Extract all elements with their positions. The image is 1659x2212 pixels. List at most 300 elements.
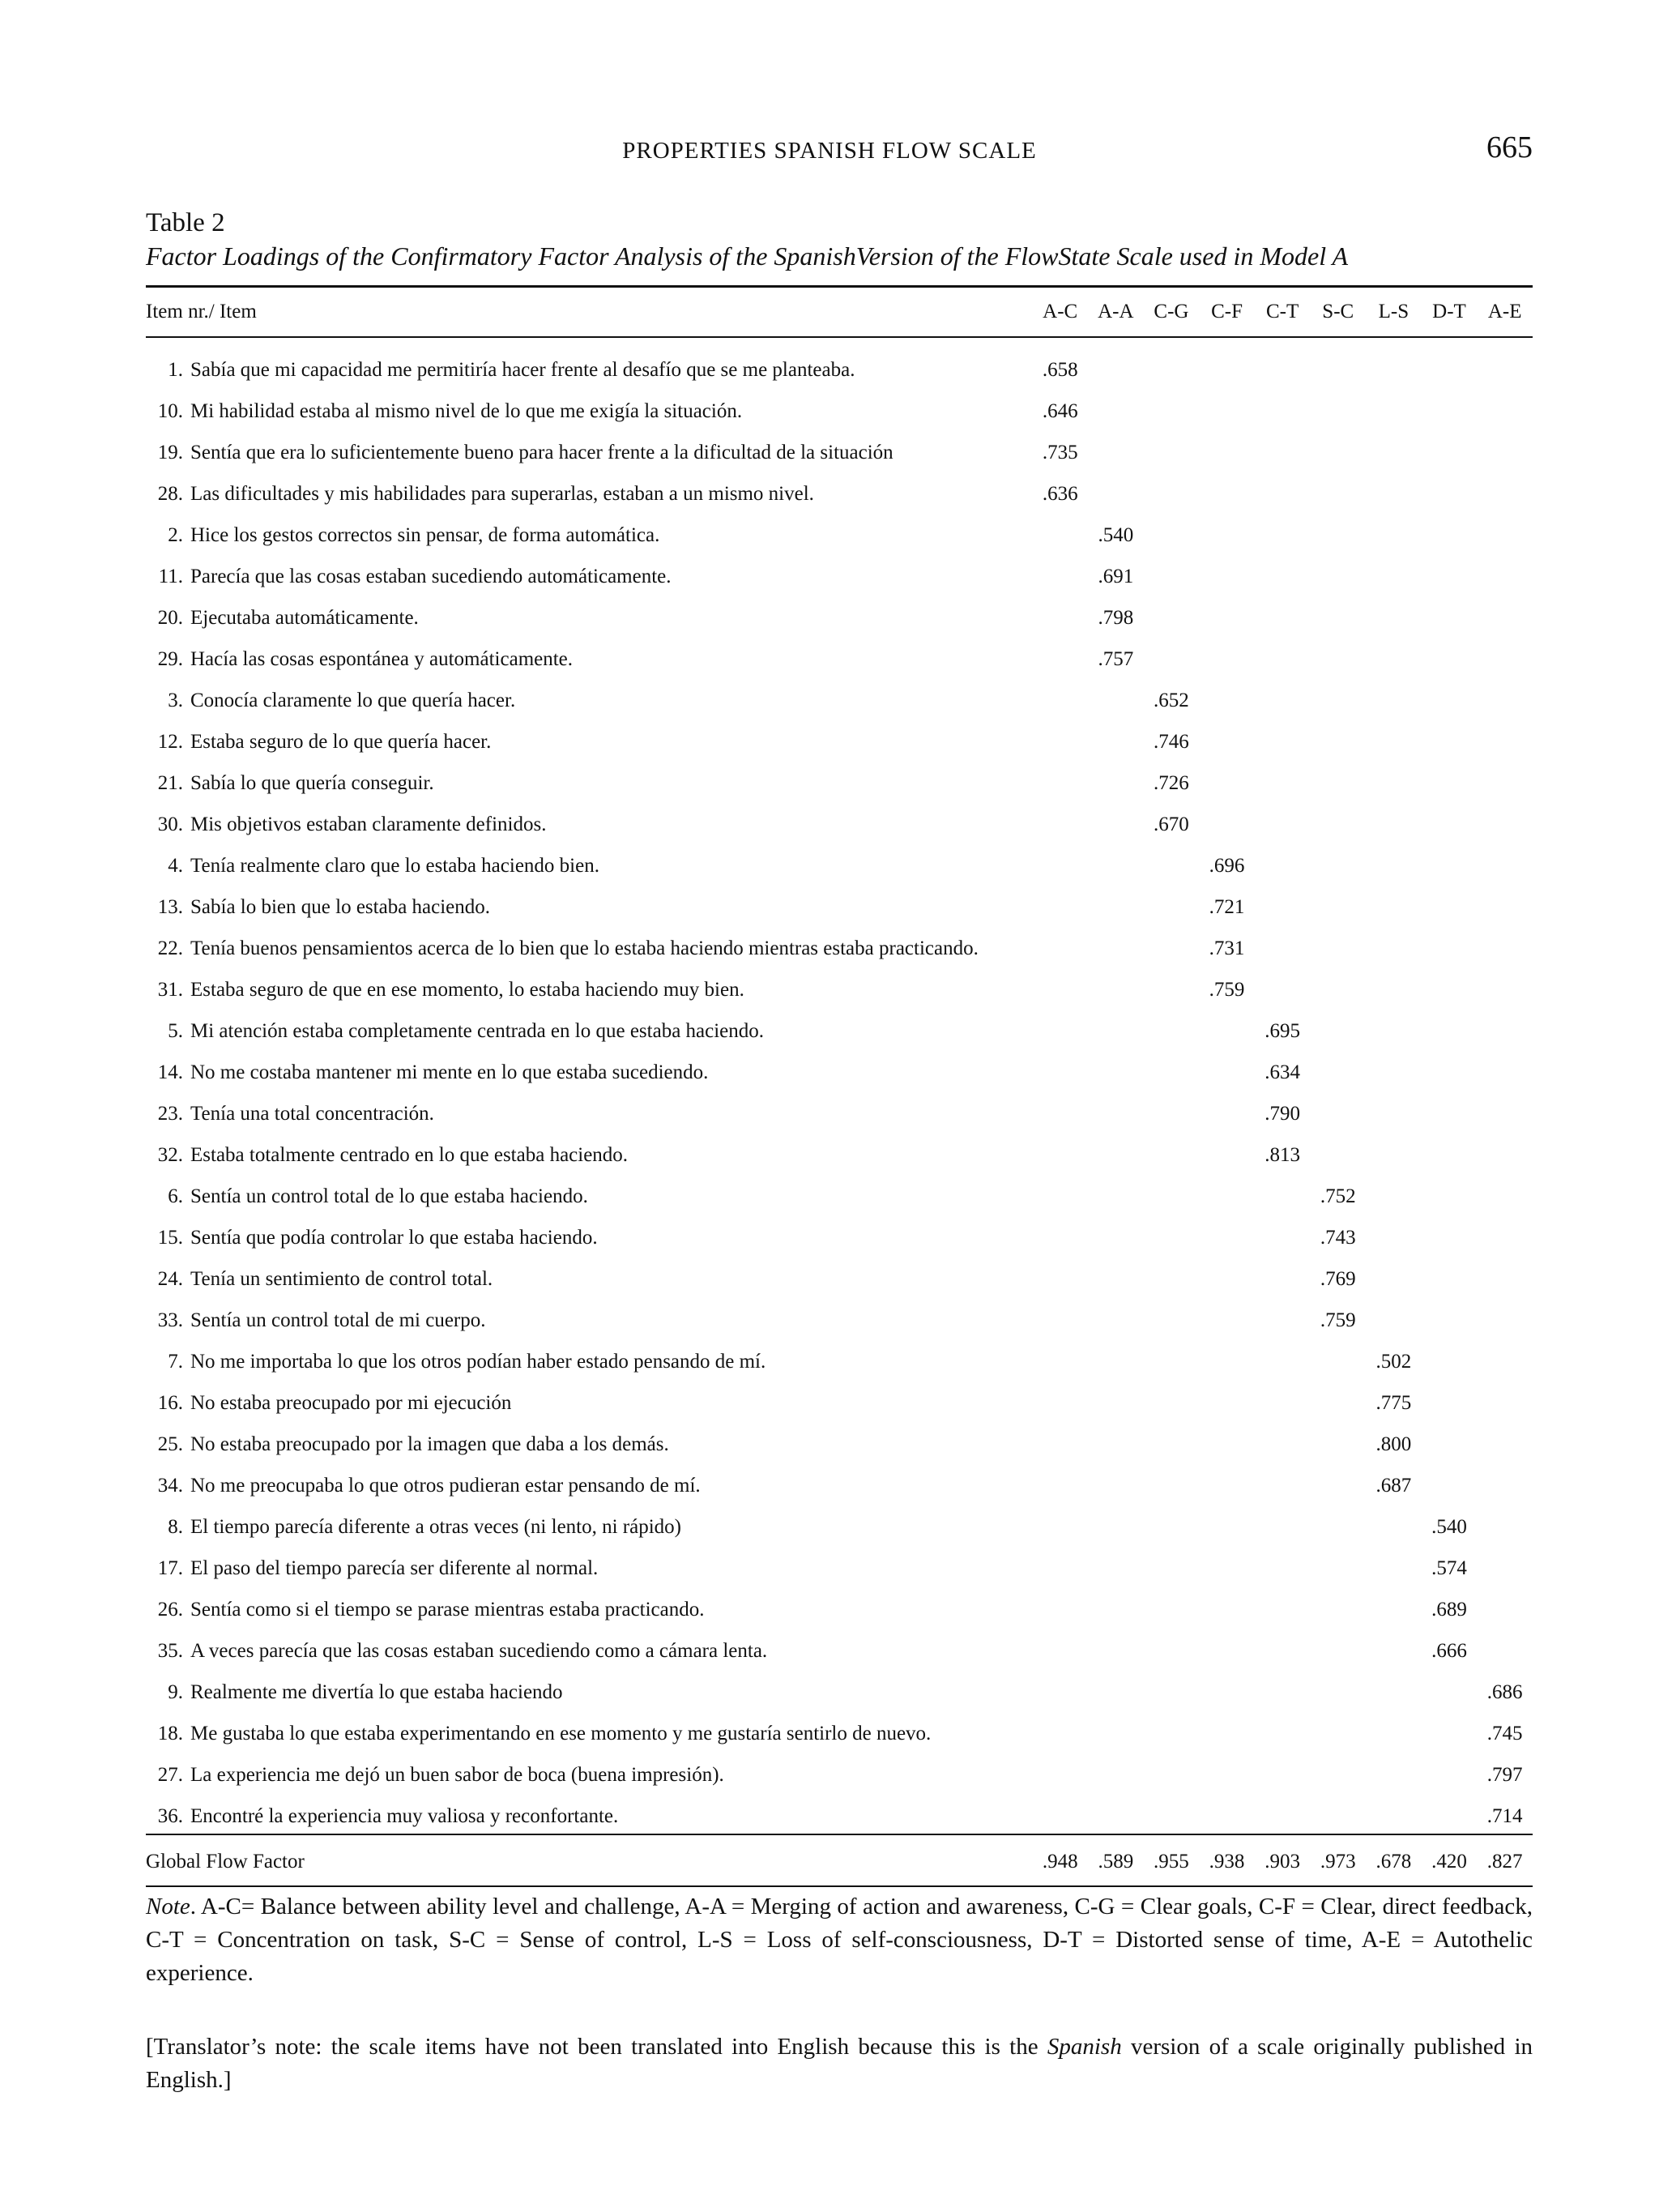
loading-cell (1310, 1341, 1366, 1382)
item-cell (146, 432, 1032, 473)
loading-cell (1032, 1465, 1088, 1506)
loading-cell (1088, 762, 1144, 804)
loading-cell (1088, 1093, 1144, 1134)
loading-cell (1477, 969, 1533, 1010)
item-cell (146, 1796, 1032, 1837)
loading-cell (1477, 1630, 1533, 1672)
loading-cell (1366, 1258, 1422, 1300)
table-note (146, 1890, 1533, 1990)
table-row (146, 556, 1533, 597)
loading-cell (1422, 845, 1478, 886)
loading-cell (1477, 473, 1533, 515)
loading-cell (1255, 928, 1311, 969)
loading-cell (1477, 1382, 1533, 1424)
item-number: 27. (157, 1763, 183, 1786)
item-text: Mi atención estaba completamente centrada en lo que estaba haciendo. (190, 1019, 765, 1042)
loading-cell (1088, 432, 1144, 473)
loading-cell: .797 (1486, 1763, 1523, 1786)
item-number: 1. (168, 358, 183, 381)
loading-cell: .658 (1042, 358, 1078, 381)
item-text: Las dificultades y mis habilidades para superarlas, estaban a un mismo nivel. (190, 482, 814, 505)
loading-cell (1088, 1300, 1144, 1341)
loading-cell (1310, 473, 1366, 515)
item-cell (146, 1176, 1032, 1217)
loading-cell (1255, 391, 1311, 432)
loading-cell (1144, 1424, 1200, 1465)
loading-cell (1255, 886, 1311, 928)
table-caption: Factor Loadings of the Confirmatory Factor Analysis of the SpanishVersion of the FlowState Scale used in Model A (146, 241, 1349, 271)
loading-cell (1032, 1589, 1088, 1630)
loading-cell: .775 (1375, 1391, 1412, 1414)
loading-cell (1255, 1630, 1311, 1672)
loading-cell (1199, 1176, 1255, 1217)
loading-cell (1199, 1465, 1255, 1506)
loading-cell (1422, 473, 1478, 515)
table-row (146, 1300, 1533, 1341)
loading-cell (1422, 638, 1478, 680)
loading-cell (1088, 1589, 1144, 1630)
item-number: 26. (157, 1598, 183, 1621)
loading-cell (1088, 680, 1144, 721)
global-loading-cell: .420 (1431, 1851, 1467, 1873)
loading-cell (1366, 1134, 1422, 1176)
loading-cell (1032, 1424, 1088, 1465)
loading-cell (1477, 1134, 1533, 1176)
loading-cell (1310, 928, 1366, 969)
item-number: 22. (157, 937, 183, 959)
loading-cell (1366, 1713, 1422, 1754)
table-spacer-row (146, 336, 1533, 349)
translator-note-text: [Translator’s note: the scale items have not been translated into English because this is the (146, 2034, 1047, 2060)
loading-cell (1088, 1258, 1144, 1300)
loading-cell (1032, 680, 1088, 721)
loading-cell: .540 (1098, 523, 1134, 546)
loading-cell (1422, 1010, 1478, 1052)
loading-cell (1199, 804, 1255, 845)
loading-cell (1144, 1300, 1200, 1341)
loading-cell (1255, 1176, 1311, 1217)
loading-cell (1144, 1589, 1200, 1630)
loading-cell (1422, 1424, 1478, 1465)
table-row (146, 928, 1533, 969)
item-number: 16. (157, 1391, 183, 1414)
loading-cell (1144, 1796, 1200, 1837)
table-header-row (146, 288, 1533, 336)
item-text: Encontré la experiencia muy valiosa y reconfortante. (190, 1804, 619, 1827)
loading-cell (1032, 1052, 1088, 1093)
loading-cell (1088, 1341, 1144, 1382)
table-body (146, 349, 1533, 1837)
item-number: 20. (157, 606, 183, 629)
item-text: Estaba totalmente centrado en lo que estaba haciendo. (190, 1143, 629, 1166)
loading-cell: .790 (1265, 1102, 1301, 1125)
loading-cell (1255, 515, 1311, 556)
item-cell (146, 1672, 1032, 1713)
loading-cell (1199, 1382, 1255, 1424)
translator-note-emphasis: Spanish (1047, 2034, 1122, 2060)
loading-cell (1088, 721, 1144, 762)
loading-cell (1422, 886, 1478, 928)
loading-cell: .759 (1209, 978, 1245, 1001)
loading-cell (1199, 680, 1255, 721)
loading-cell (1088, 1796, 1144, 1837)
table-row (146, 1796, 1533, 1837)
item-cell (146, 1258, 1032, 1300)
loading-cell (1310, 1093, 1366, 1134)
loading-cell (1088, 473, 1144, 515)
loading-cell (1255, 1217, 1311, 1258)
loading-cell (1144, 1093, 1200, 1134)
loading-cell (1255, 969, 1311, 1010)
loading-cell (1144, 845, 1200, 886)
loading-cell (1366, 1052, 1422, 1093)
loading-cell: .540 (1431, 1515, 1467, 1538)
loading-cell (1477, 349, 1533, 391)
loading-cell (1088, 969, 1144, 1010)
loading-cell (1422, 1796, 1478, 1837)
loading-cell (1255, 556, 1311, 597)
loading-cell (1088, 1548, 1144, 1589)
item-number: 17. (157, 1557, 183, 1579)
item-cell (146, 680, 1032, 721)
loading-cell (1144, 1506, 1200, 1548)
loading-cell: .759 (1320, 1309, 1356, 1331)
loading-cell (1144, 969, 1200, 1010)
loading-cell (1477, 762, 1533, 804)
item-text: Estaba seguro de que en ese momento, lo estaba haciendo muy bien. (190, 978, 744, 1001)
loading-cell (1310, 638, 1366, 680)
item-cell (146, 1548, 1032, 1589)
item-number: 34. (157, 1474, 183, 1497)
item-text: Hacía las cosas espontánea y automáticamente. (190, 647, 574, 670)
loading-cell (1088, 886, 1144, 928)
table-row (146, 638, 1533, 680)
loading-cell: .735 (1042, 441, 1078, 463)
item-cell (146, 886, 1032, 928)
item-number: 32. (157, 1143, 183, 1166)
table-row (146, 969, 1533, 1010)
table-row (146, 845, 1533, 886)
item-number: 14. (157, 1061, 183, 1083)
loading-cell: .769 (1320, 1267, 1356, 1290)
loading-cell (1088, 1465, 1144, 1506)
item-number: 28. (157, 482, 183, 505)
loading-cell (1255, 1548, 1311, 1589)
loading-cell (1366, 1672, 1422, 1713)
loading-cell (1199, 1134, 1255, 1176)
item-cell (146, 515, 1032, 556)
loading-cell (1310, 1134, 1366, 1176)
loading-cell: .670 (1154, 813, 1189, 835)
loading-cell (1310, 1589, 1366, 1630)
loading-cell (1366, 556, 1422, 597)
loading-cell (1032, 1300, 1088, 1341)
table-row (146, 680, 1533, 721)
item-number: 19. (157, 441, 183, 463)
table-row (146, 1424, 1533, 1465)
item-text: Sentía un control total de lo que estaba haciendo. (190, 1185, 588, 1207)
global-loading-cell: .903 (1265, 1851, 1301, 1873)
loading-cell (1032, 721, 1088, 762)
table-row (146, 886, 1533, 928)
loading-cell (1422, 762, 1478, 804)
loading-cell (1422, 1052, 1478, 1093)
loading-cell (1366, 597, 1422, 638)
loading-cell (1144, 1258, 1200, 1300)
loading-cell (1144, 1465, 1200, 1506)
item-text: Tenía una total concentración. (190, 1102, 434, 1125)
item-number: 24. (157, 1267, 183, 1290)
loading-cell (1477, 1548, 1533, 1589)
loading-cell (1310, 886, 1366, 928)
loading-cell (1088, 1424, 1144, 1465)
loading-cell (1477, 432, 1533, 473)
loading-cell: .752 (1320, 1185, 1356, 1207)
loading-cell (1144, 1382, 1200, 1424)
loading-cell (1422, 1713, 1478, 1754)
item-number: 3. (168, 689, 183, 711)
loading-cell (1477, 1010, 1533, 1052)
loading-cell (1032, 1506, 1088, 1548)
note-text: . A-C= Balance between ability level and challenge, A-A = Merging of action and awareness, C-G = Clear goals, C-F = Clear, direct feedback, C-T = Concentration on task, S-C = Sense of control, L-S = Loss of self-consciousness, D-T = Distorted sense of time, A-E = Autothelic experience. (146, 1894, 1533, 1986)
global-loading-cell: .589 (1098, 1851, 1134, 1873)
loading-cell (1199, 1258, 1255, 1300)
loading-cell (1366, 1300, 1422, 1341)
item-cell (146, 928, 1032, 969)
loading-cell (1310, 762, 1366, 804)
loading-cell (1422, 680, 1478, 721)
loading-cell (1199, 432, 1255, 473)
loading-cell (1032, 1548, 1088, 1589)
item-number: 5. (168, 1019, 183, 1042)
loading-cell (1255, 349, 1311, 391)
loading-cell (1422, 349, 1478, 391)
loading-cell (1144, 1672, 1200, 1713)
table-row (146, 1010, 1533, 1052)
column-header-c-g: C-G (1154, 301, 1189, 322)
loading-cell (1477, 1258, 1533, 1300)
loading-cell (1088, 928, 1144, 969)
loading-cell (1255, 1754, 1311, 1796)
loading-cell (1366, 432, 1422, 473)
loading-cell (1310, 969, 1366, 1010)
loading-cell: .687 (1375, 1474, 1412, 1497)
loading-cell (1088, 349, 1144, 391)
table-row (146, 1382, 1533, 1424)
loading-cell (1422, 556, 1478, 597)
loading-cell (1088, 1176, 1144, 1217)
item-text: Sabía que mi capacidad me permitiría hacer frente al desafío que se me planteaba. (190, 358, 855, 381)
loading-cell: .502 (1375, 1350, 1412, 1373)
column-header-s-c: S-C (1322, 301, 1354, 322)
loading-cell (1144, 515, 1200, 556)
loading-cell (1366, 1093, 1422, 1134)
loading-cell (1366, 1548, 1422, 1589)
loading-cell (1032, 597, 1088, 638)
loading-cell (1366, 721, 1422, 762)
item-cell (146, 473, 1032, 515)
item-cell (146, 721, 1032, 762)
loading-cell (1088, 1713, 1144, 1754)
loading-cell (1088, 1217, 1144, 1258)
loading-cell (1199, 391, 1255, 432)
loading-cell (1199, 721, 1255, 762)
loading-cell (1199, 473, 1255, 515)
loading-cell: .696 (1209, 854, 1245, 877)
loading-cell (1088, 1052, 1144, 1093)
loading-cell (1422, 969, 1478, 1010)
column-header-c-t: C-T (1266, 301, 1299, 322)
loading-cell (1477, 556, 1533, 597)
loading-cell (1144, 1176, 1200, 1217)
loading-cell (1310, 349, 1366, 391)
loading-cell: .634 (1265, 1061, 1301, 1083)
loading-cell (1422, 1093, 1478, 1134)
loading-cell (1032, 1258, 1088, 1300)
loading-cell (1310, 804, 1366, 845)
item-number: 33. (157, 1309, 183, 1331)
loading-cell (1422, 1217, 1478, 1258)
column-header-c-f: C-F (1211, 301, 1243, 322)
loading-cell (1366, 1176, 1422, 1217)
loading-cell (1032, 1382, 1088, 1424)
item-text: La experiencia me dejó un buen sabor de boca (buena impresión). (190, 1763, 724, 1786)
loading-cell (1422, 1341, 1478, 1382)
item-cell (146, 1093, 1032, 1134)
table-row (146, 391, 1533, 432)
table-row (146, 1754, 1533, 1796)
loading-cell (1144, 597, 1200, 638)
item-cell (146, 1134, 1032, 1176)
loading-cell (1422, 1465, 1478, 1506)
loading-cell (1144, 638, 1200, 680)
loading-cell (1422, 515, 1478, 556)
item-number: 30. (157, 813, 183, 835)
loading-cell (1255, 1796, 1311, 1837)
loading-cell: .757 (1098, 647, 1134, 670)
loading-cell (1199, 515, 1255, 556)
item-cell (146, 391, 1032, 432)
item-text: No me costaba mantener mi mente en lo que estaba sucediendo. (190, 1061, 709, 1083)
loading-cell (1144, 1713, 1200, 1754)
loading-cell (1199, 1093, 1255, 1134)
loading-cell (1032, 638, 1088, 680)
loading-cell: .574 (1431, 1557, 1467, 1579)
item-text: Conocía claramente lo que quería hacer. (190, 689, 516, 711)
table-row (146, 1052, 1533, 1093)
loading-cell (1199, 762, 1255, 804)
item-text: Sabía lo que quería conseguir. (190, 771, 434, 794)
loading-cell: .652 (1154, 689, 1189, 711)
loading-cell (1422, 432, 1478, 473)
item-text: Ejecutaba automáticamente. (190, 606, 419, 629)
loading-cell (1144, 349, 1200, 391)
table-row (146, 721, 1533, 762)
loading-cell (1032, 1134, 1088, 1176)
loading-cell (1144, 1341, 1200, 1382)
item-text: Sentía que podía controlar lo que estaba haciendo. (190, 1226, 598, 1249)
loading-cell (1310, 1010, 1366, 1052)
item-cell (146, 1341, 1032, 1382)
loading-cell (1366, 349, 1422, 391)
loading-cell (1088, 1754, 1144, 1796)
loading-cell (1310, 1796, 1366, 1837)
loading-cell (1144, 1630, 1200, 1672)
loading-cell (1477, 845, 1533, 886)
item-text: No me preocupaba lo que otros pudieran estar pensando de mí. (190, 1474, 701, 1497)
loading-cell (1422, 1382, 1478, 1424)
loading-cell (1199, 1589, 1255, 1630)
item-cell (146, 638, 1032, 680)
loading-cell (1032, 1093, 1088, 1134)
loading-cell (1144, 473, 1200, 515)
loading-cell (1366, 680, 1422, 721)
running-title: PROPERTIES SPANISH FLOW SCALE (622, 138, 1037, 164)
loading-cell (1310, 1382, 1366, 1424)
loading-cell (1032, 1796, 1088, 1837)
item-number: 12. (157, 730, 183, 753)
item-number: 4. (168, 854, 183, 877)
loading-cell (1477, 1052, 1533, 1093)
loading-cell (1366, 1796, 1422, 1837)
table-row (146, 1465, 1533, 1506)
loading-cell (1477, 721, 1533, 762)
table-row (146, 762, 1533, 804)
loading-cell (1422, 1672, 1478, 1713)
table-row (146, 473, 1533, 515)
loading-cell (1366, 1589, 1422, 1630)
item-cell (146, 1217, 1032, 1258)
item-cell (146, 1382, 1032, 1424)
table-row (146, 1217, 1533, 1258)
item-text: Hice los gestos correctos sin pensar, de forma automática. (190, 523, 660, 546)
item-number: 11. (158, 565, 183, 587)
loading-cell (1366, 1630, 1422, 1672)
table-row (146, 349, 1533, 391)
loading-cell (1477, 1465, 1533, 1506)
loading-cell (1422, 1300, 1478, 1341)
loading-cell (1477, 638, 1533, 680)
item-cell (146, 1713, 1032, 1754)
column-header-d-t: D-T (1432, 301, 1466, 322)
translator-note-text-end: version of a scale originally published in English.] (146, 2034, 1533, 2093)
item-number: 7. (168, 1350, 183, 1373)
item-cell (146, 804, 1032, 845)
loading-cell (1199, 1424, 1255, 1465)
loading-cell (1310, 1548, 1366, 1589)
loading-cell (1310, 432, 1366, 473)
loading-cell (1310, 556, 1366, 597)
loading-cell (1310, 1672, 1366, 1713)
item-text: Tenía realmente claro que lo estaba haciendo bien. (190, 854, 599, 877)
global-loading-cell: .948 (1042, 1851, 1078, 1873)
loading-cell: .691 (1098, 565, 1134, 587)
loading-cell (1310, 845, 1366, 886)
loading-cell (1477, 597, 1533, 638)
loading-cell (1032, 804, 1088, 845)
item-text: Estaba seguro de lo que quería hacer. (190, 730, 492, 753)
global-loading-cell: .678 (1375, 1851, 1412, 1873)
item-number: 29. (157, 647, 183, 670)
global-loading-cell: .938 (1209, 1851, 1245, 1873)
item-text: Sentía un control total de mi cuerpo. (190, 1309, 486, 1331)
loading-cell (1032, 928, 1088, 969)
item-cell (146, 845, 1032, 886)
loading-cell (1199, 638, 1255, 680)
loading-cell (1032, 1630, 1088, 1672)
item-number: 9. (168, 1680, 183, 1703)
loading-cell (1032, 1713, 1088, 1754)
